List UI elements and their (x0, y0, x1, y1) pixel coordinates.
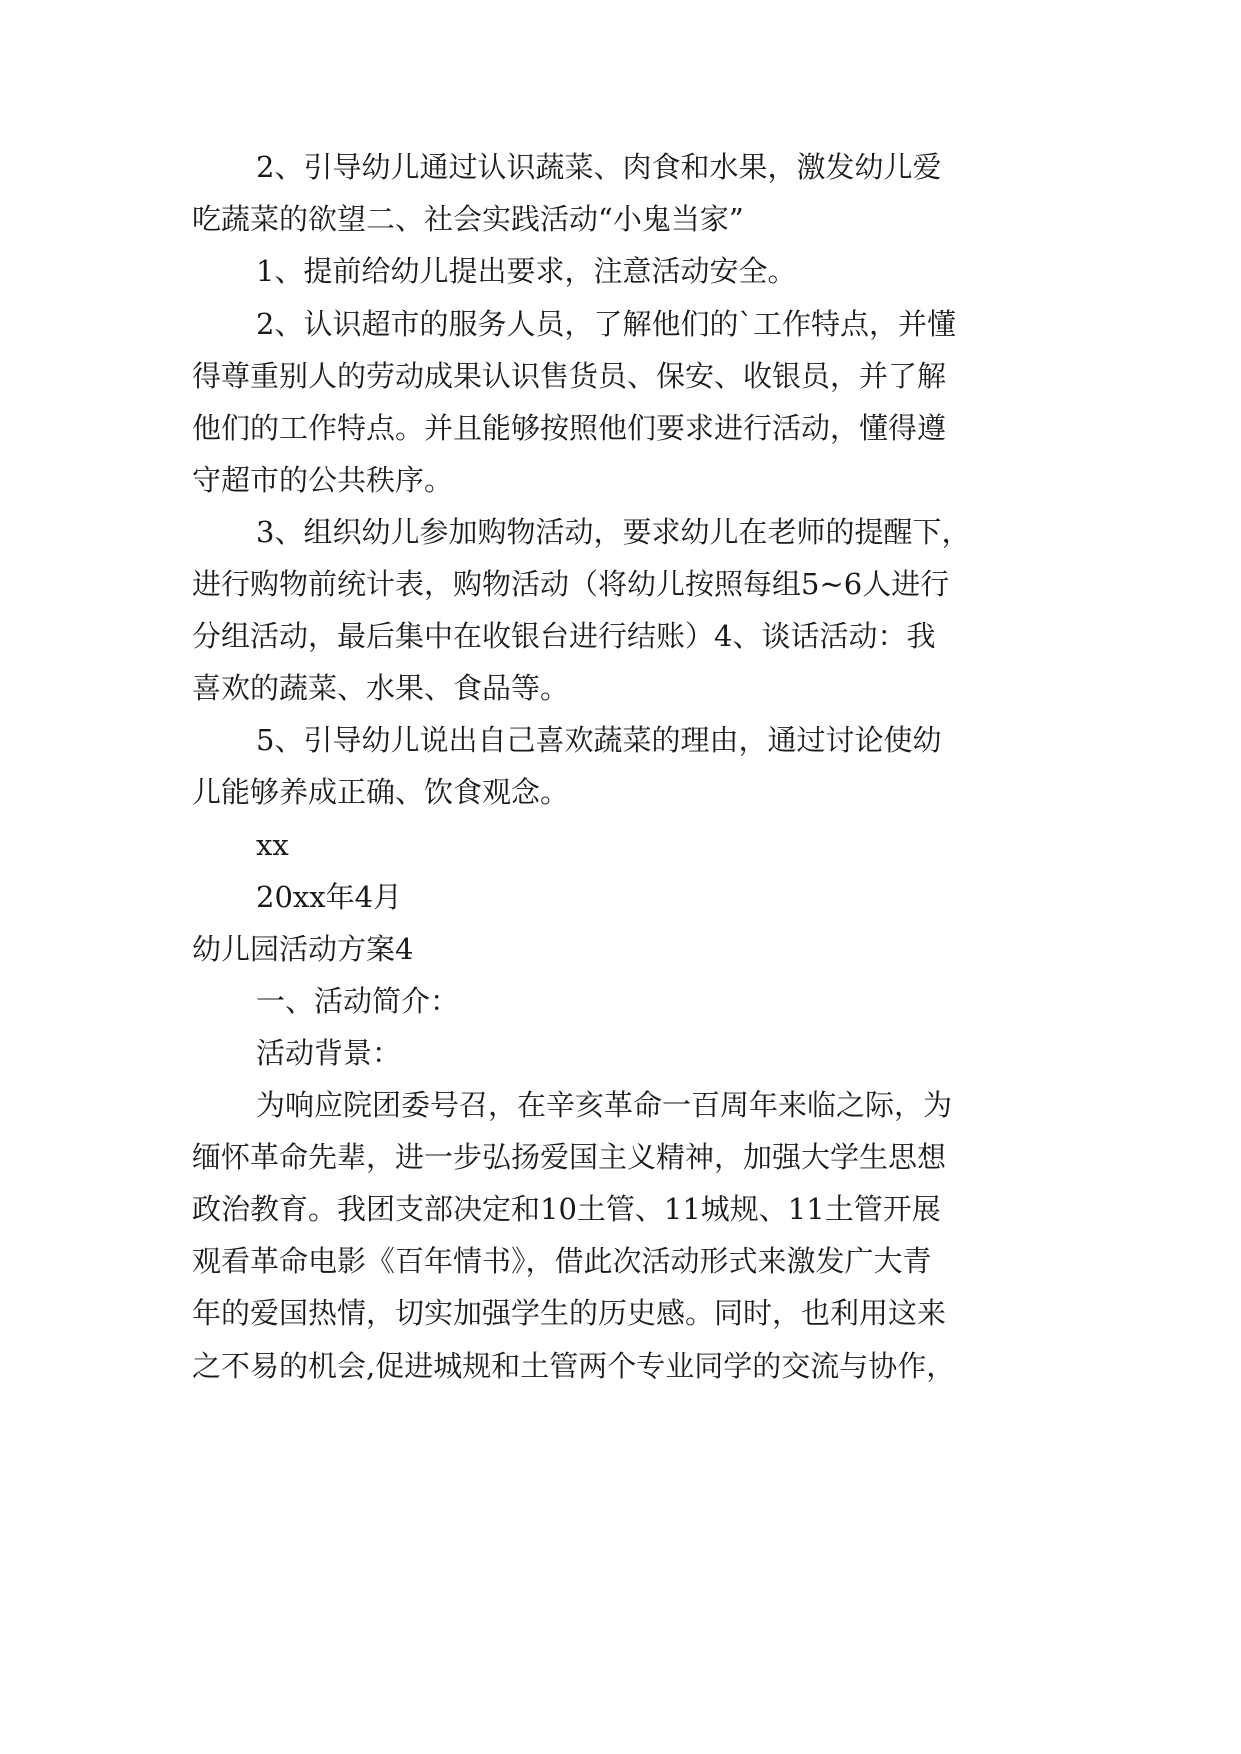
paragraph-line: 之不易的机会,促进城规和土管两个专业同学的交流与协作， (192, 1349, 956, 1383)
paragraph-line: 儿能够养成正确、饮食观念。 (192, 775, 570, 809)
paragraph-line: 缅怀革命先辈，进一步弘扬爱国主义精神，加强大学生思想 (192, 1140, 947, 1174)
section-heading: 一、活动简介： (256, 984, 460, 1018)
paragraph-line: 喜欢的蔬菜、水果、食品等。 (192, 671, 570, 705)
paragraph-line: 得尊重别人的劳动成果认识售货员、保安、收银员，并了解 (192, 359, 947, 393)
paragraph-line: 分组活动，最后集中在收银台进行结账）4、谈话活动：我 (192, 619, 936, 653)
paragraph-line: 年的爱国热情，切实加强学生的历史感。同时，也利用这来 (192, 1296, 947, 1330)
subsection-heading: 活动背景： (256, 1036, 402, 1070)
paragraph-line: 3、组织幼儿参加购物活动，要求幼儿在老师的提醒下， (256, 515, 971, 549)
section-title: 幼儿园活动方案4 (192, 932, 414, 966)
paragraph-line: 观看革命电影《百年情书》，借此次活动形式来激发广大青 (192, 1244, 932, 1278)
paragraph-line: 2、认识超市的服务人员，了解他们的`工作特点，并懂 (256, 307, 956, 341)
signature-name: xx (256, 828, 289, 862)
paragraph-line: 政治教育。我团支部决定和10土管、11城规、11土管开展 (192, 1192, 941, 1226)
paragraph-line: 为响应院团委号召，在辛亥革命一百周年来临之际，为 (256, 1088, 953, 1122)
paragraph-line: 吃蔬菜的欲望二、社会实践活动“小鬼当家” (192, 202, 744, 236)
paragraph-line: 5、引导幼儿说出自己喜欢蔬菜的理由，通过讨论使幼 (256, 723, 942, 757)
paragraph-line: 守超市的公共秩序。 (192, 463, 454, 497)
signature-date: 20xx年4月 (256, 880, 403, 914)
paragraph-line: 2、引导幼儿通过认识蔬菜、肉食和水果，激发幼儿爱 (256, 150, 942, 184)
paragraph-line: 1、提前给幼儿提出要求，注意活动安全。 (256, 254, 797, 288)
paragraph-line: 他们的工作特点。并且能够按照他们要求进行活动，懂得遵 (192, 411, 947, 445)
paragraph-line: 进行购物前统计表，购物活动（将幼儿按照每组5~6人进行 (192, 567, 950, 601)
